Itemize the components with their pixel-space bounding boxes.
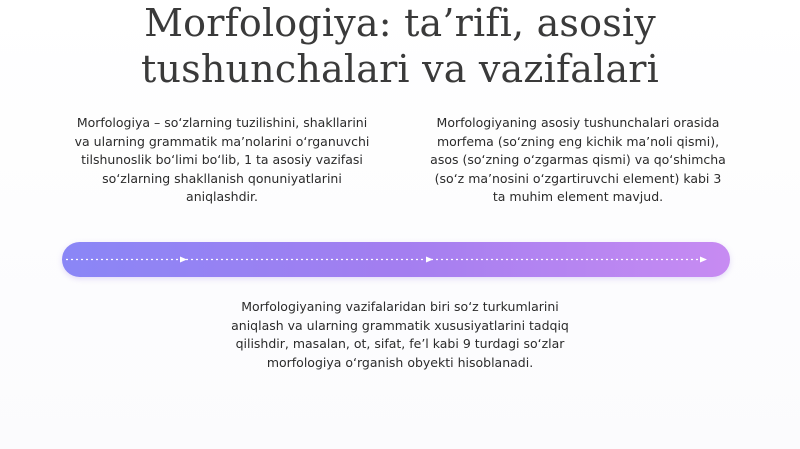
timeline-bar	[62, 242, 730, 277]
timeline-arrows	[62, 242, 730, 277]
slide-title: Morfologiya: ta’rifi, asosiy tushunchalari va vazifalari	[140, 1, 660, 91]
paragraph-tasks: Morfologiyaning vazifalaridan biri so‘z turkumlarini aniqlash va ularning grammatik xususiyatlarini tadqiq qilishdir, masalan, ot, sifat, fe’l kabi 9 turdagi so‘zlar morfologiya o‘rganish obyekti hisoblanadi.	[231, 299, 569, 370]
arrow-head-icon	[426, 257, 433, 263]
paragraph-definition: Morfologiya – so‘zlarning tuzilishini, shakllarini va ularning grammatik ma’nolarini o‘rganuvchi tilshunoslik bo‘limi bo‘lib, 1 ta asosiy vazifasi so‘zlarning shakllanish qonuniyatlarini aniqlashdir.	[74, 115, 370, 204]
arrow-head-icon	[700, 257, 707, 263]
paragraph-concepts: Morfologiyaning asosiy tushunchalari orasida morfema (so‘zning eng kichik ma’noli qismi), asos (so‘zning o‘zgarmas qismi) va qo‘shimcha (so‘z ma’nosini o‘zgartiruvchi element) kabi 3 ta muhim element mavjud.	[430, 115, 726, 204]
arrow-head-icon	[180, 257, 187, 263]
